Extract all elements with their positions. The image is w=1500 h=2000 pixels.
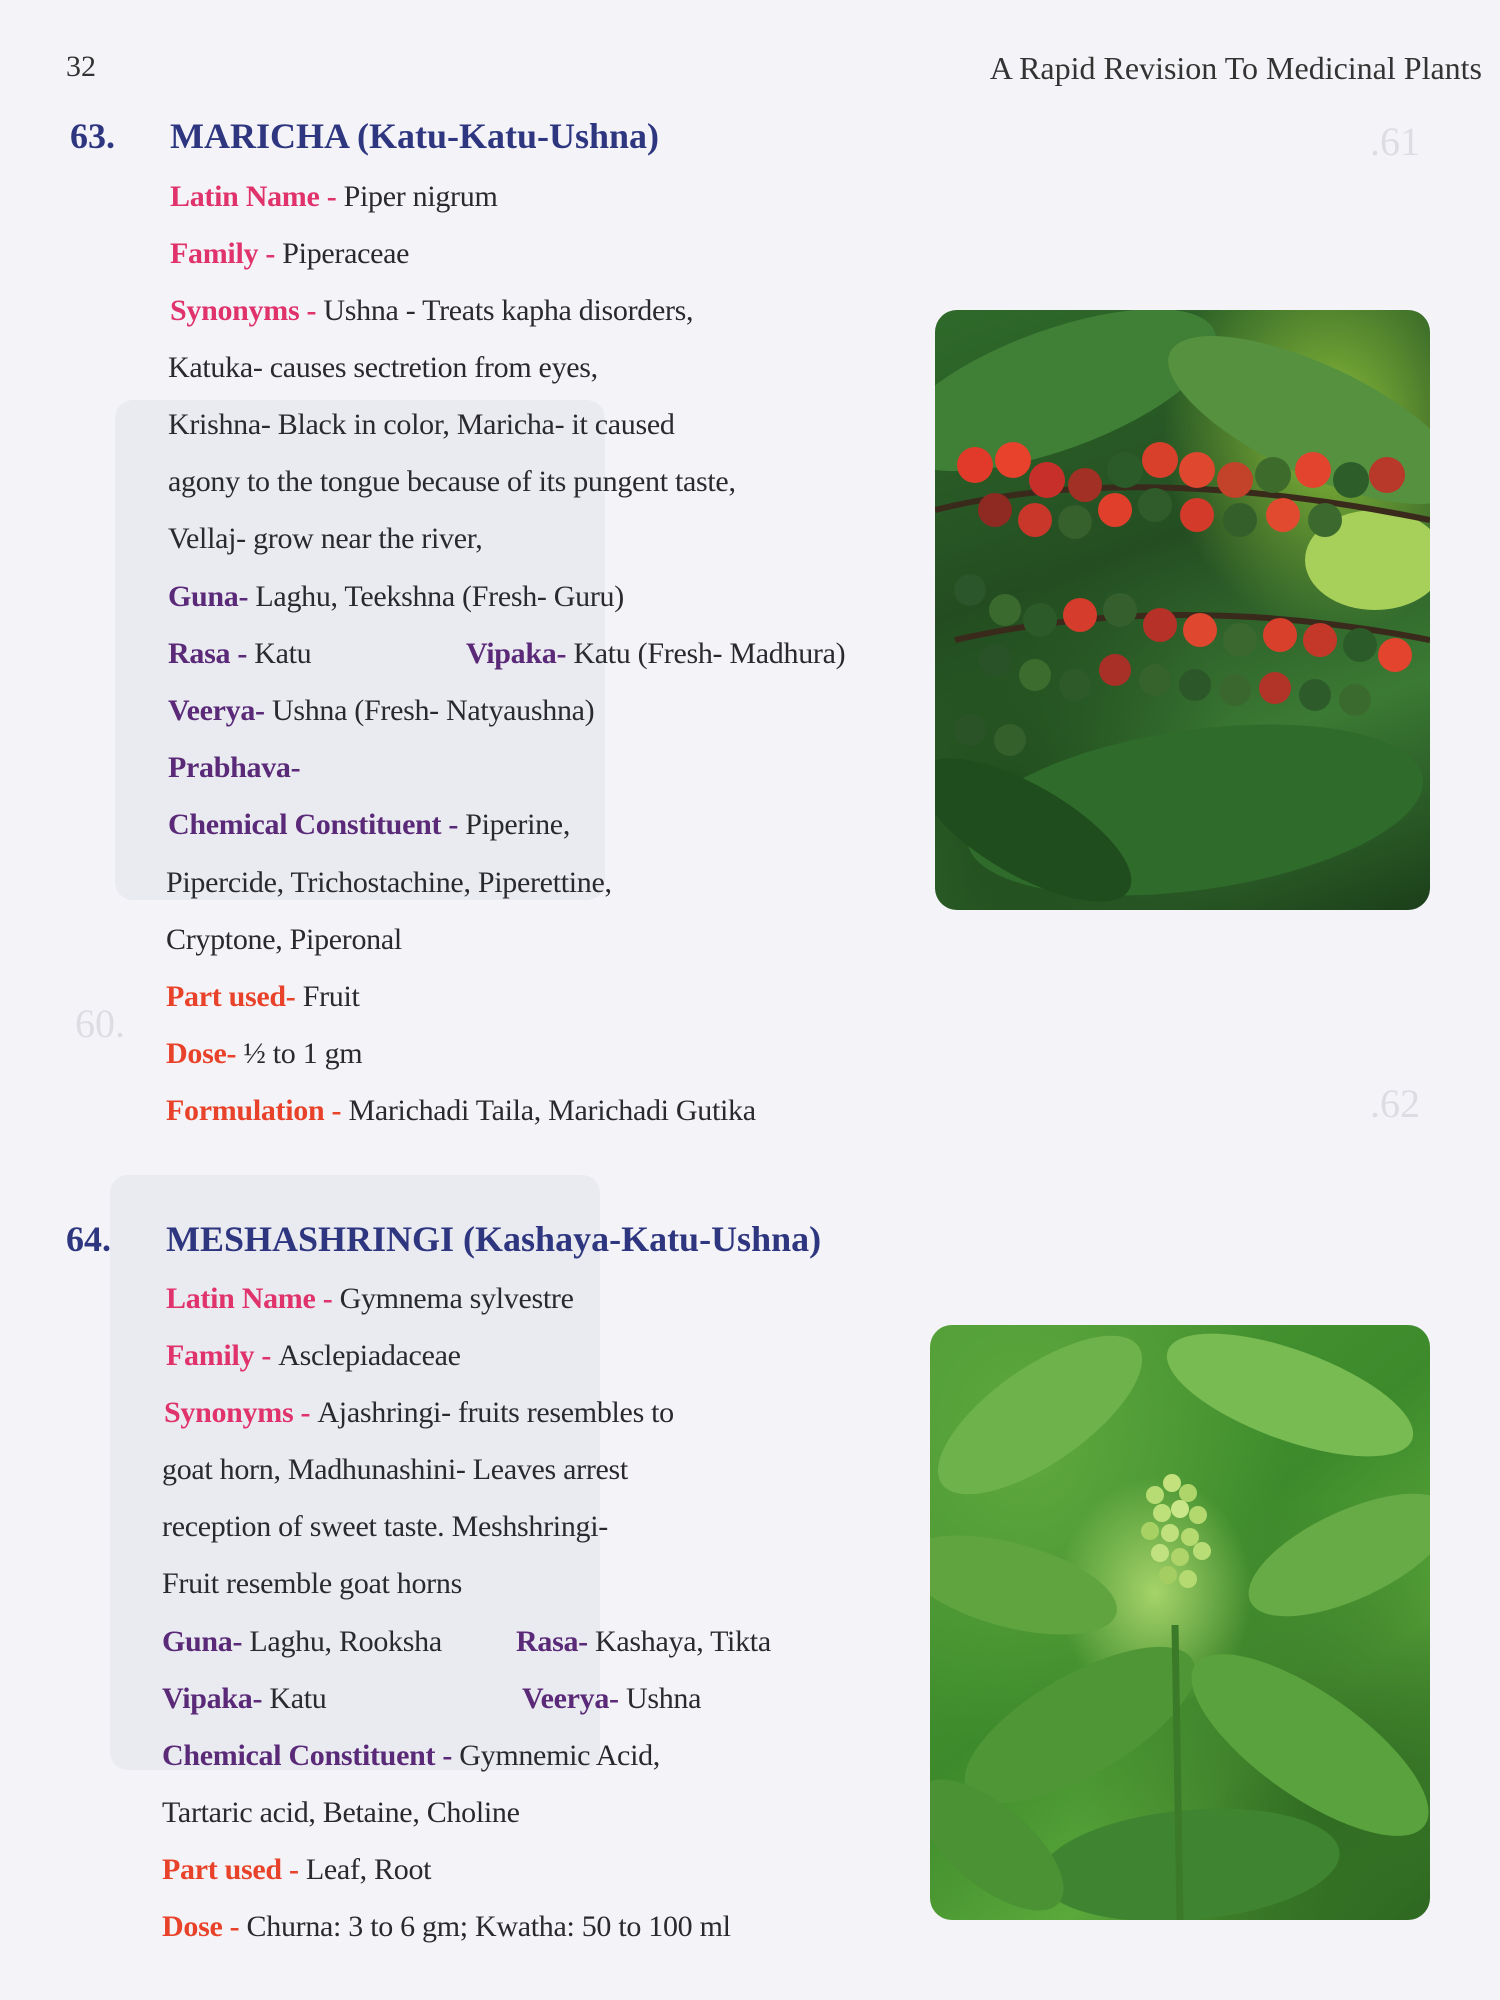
latin-name-label: Latin Name -: [166, 1282, 340, 1315]
veerya-label: Veerya-: [522, 1682, 626, 1715]
bleed-through-text: .61: [1370, 119, 1420, 164]
part-used-label: Part used-: [166, 980, 303, 1013]
vipaka-value: Katu (Fresh- Madhura): [573, 637, 846, 670]
vipaka-line: [466, 637, 845, 671]
gymnema-illustration: [930, 1325, 1430, 1920]
part-used-line: [166, 980, 360, 1014]
synonyms-text: Ushna - Treats kapha disorders,: [323, 294, 694, 327]
synonyms-line: [170, 294, 693, 328]
synonyms-text: Fruit resemble goat horns: [162, 1567, 462, 1600]
dose-line: [162, 1910, 731, 1944]
veerya-label: Veerya-: [168, 694, 272, 727]
running-head: A Rapid Revision To Medicinal Plants: [989, 50, 1482, 86]
latin-name-line: [170, 180, 497, 214]
synonyms-text: Katuka- causes sectretion from eyes,: [168, 351, 598, 384]
chemical-line: [162, 1739, 660, 1773]
dose-line: [166, 1037, 362, 1071]
dose-value: Churna: 3 to 6 gm; Kwatha: 50 to 100 ml: [246, 1910, 731, 1943]
vipaka-value: Katu: [269, 1682, 327, 1715]
bleed-through-text: .62: [1370, 1081, 1420, 1126]
rasa-value: Kashaya, Tikta: [595, 1625, 771, 1658]
dose-label: Dose-: [166, 1037, 244, 1070]
part-used-value: Fruit: [302, 980, 360, 1013]
black-pepper-photo: [935, 310, 1430, 910]
vipaka-label: Vipaka-: [466, 637, 574, 670]
chemical-label: Chemical Constituent -: [162, 1739, 460, 1772]
gymnema-plant-photo: [930, 1325, 1430, 1920]
guna-label: Guna-: [168, 580, 256, 613]
rasa-line: [516, 1625, 771, 1659]
latin-name-value: Piper nigrum: [343, 180, 498, 213]
family-line: [166, 1339, 461, 1373]
veerya-value: Ushna: [625, 1682, 702, 1715]
guna-line: [162, 1625, 442, 1659]
veerya-value: Ushna (Fresh- Natyaushna): [271, 694, 595, 727]
synonyms-text: Krishna- Black in color, Maricha- it caused: [168, 408, 675, 441]
family-value: Piperaceae: [282, 237, 410, 270]
dose-value: ½ to 1 gm: [243, 1037, 363, 1070]
latin-name-value: Gymnema sylvestre: [339, 1282, 574, 1315]
guna-value: Laghu, Rooksha: [249, 1625, 442, 1658]
rasa-label: Rasa -: [168, 637, 255, 670]
synonyms-label: Synonyms -: [164, 1396, 318, 1429]
chemical-value: Gymnemic Acid,: [459, 1739, 661, 1772]
entry-number: 63.: [70, 116, 115, 156]
chemical-line: [168, 808, 570, 842]
synonyms-text: reception of sweet taste. Meshshringi-: [162, 1510, 608, 1543]
chemical-text: Cryptone, Piperonal: [166, 923, 402, 956]
rasa-value: Katu: [254, 637, 312, 670]
synonyms-line: [164, 1396, 674, 1430]
guna-label: Guna-: [162, 1625, 250, 1658]
formulation-label: Formulation -: [166, 1094, 349, 1127]
family-label: Family -: [166, 1339, 279, 1372]
flower-buds: [1141, 1474, 1211, 1588]
entry-number: 64.: [66, 1219, 111, 1259]
prabhava-label: Prabhava-: [168, 751, 301, 784]
chemical-value: Piperine,: [465, 808, 571, 841]
chemical-label: Chemical Constituent -: [168, 808, 466, 841]
veerya-line: [522, 1682, 701, 1716]
family-label: Family -: [170, 237, 283, 270]
guna-value: Laghu, Teekshna (Fresh- Guru): [255, 580, 624, 613]
guna-line: [168, 580, 624, 614]
formulation-line: [166, 1094, 756, 1128]
chemical-text: Tartaric acid, Betaine, Choline: [162, 1796, 520, 1829]
chemical-text: Pipercide, Trichostachine, Piperettine,: [166, 866, 612, 899]
synonyms-text: Vellaj- grow near the river,: [168, 522, 483, 555]
synonyms-label: Synonyms -: [170, 294, 324, 327]
formulation-value: Marichadi Taila, Marichadi Gutika: [348, 1094, 756, 1127]
entry-title: MARICHA (Katu-Katu-Ushna): [170, 116, 660, 156]
family-value: Asclepiadaceae: [278, 1339, 461, 1372]
rasa-line: [168, 637, 311, 671]
prabhava-line: [168, 751, 300, 785]
latin-name-line: [166, 1282, 574, 1316]
vipaka-line: [162, 1682, 326, 1716]
entry-title: MESHASHRINGI (Kashaya-Katu-Ushna): [166, 1219, 822, 1259]
part-used-label: Part used -: [162, 1853, 306, 1886]
part-used-line: [162, 1853, 431, 1887]
black-pepper-illustration: [935, 310, 1430, 910]
family-line: [170, 237, 409, 271]
latin-name-label: Latin Name -: [170, 180, 344, 213]
synonyms-text: goat horn, Madhunashini- Leaves arrest: [162, 1453, 628, 1486]
vipaka-label: Vipaka-: [162, 1682, 270, 1715]
synonyms-text: agony to the tongue because of its pungent taste,: [168, 465, 736, 498]
part-used-value: Leaf, Root: [305, 1853, 432, 1886]
veerya-line: [168, 694, 594, 728]
synonyms-text: Ajashringi- fruits resembles to: [317, 1396, 674, 1429]
bleed-through-text: 60.: [75, 1001, 125, 1046]
page-number: 32: [66, 50, 96, 83]
dose-label: Dose -: [162, 1910, 247, 1943]
rasa-label: Rasa-: [516, 1625, 596, 1658]
